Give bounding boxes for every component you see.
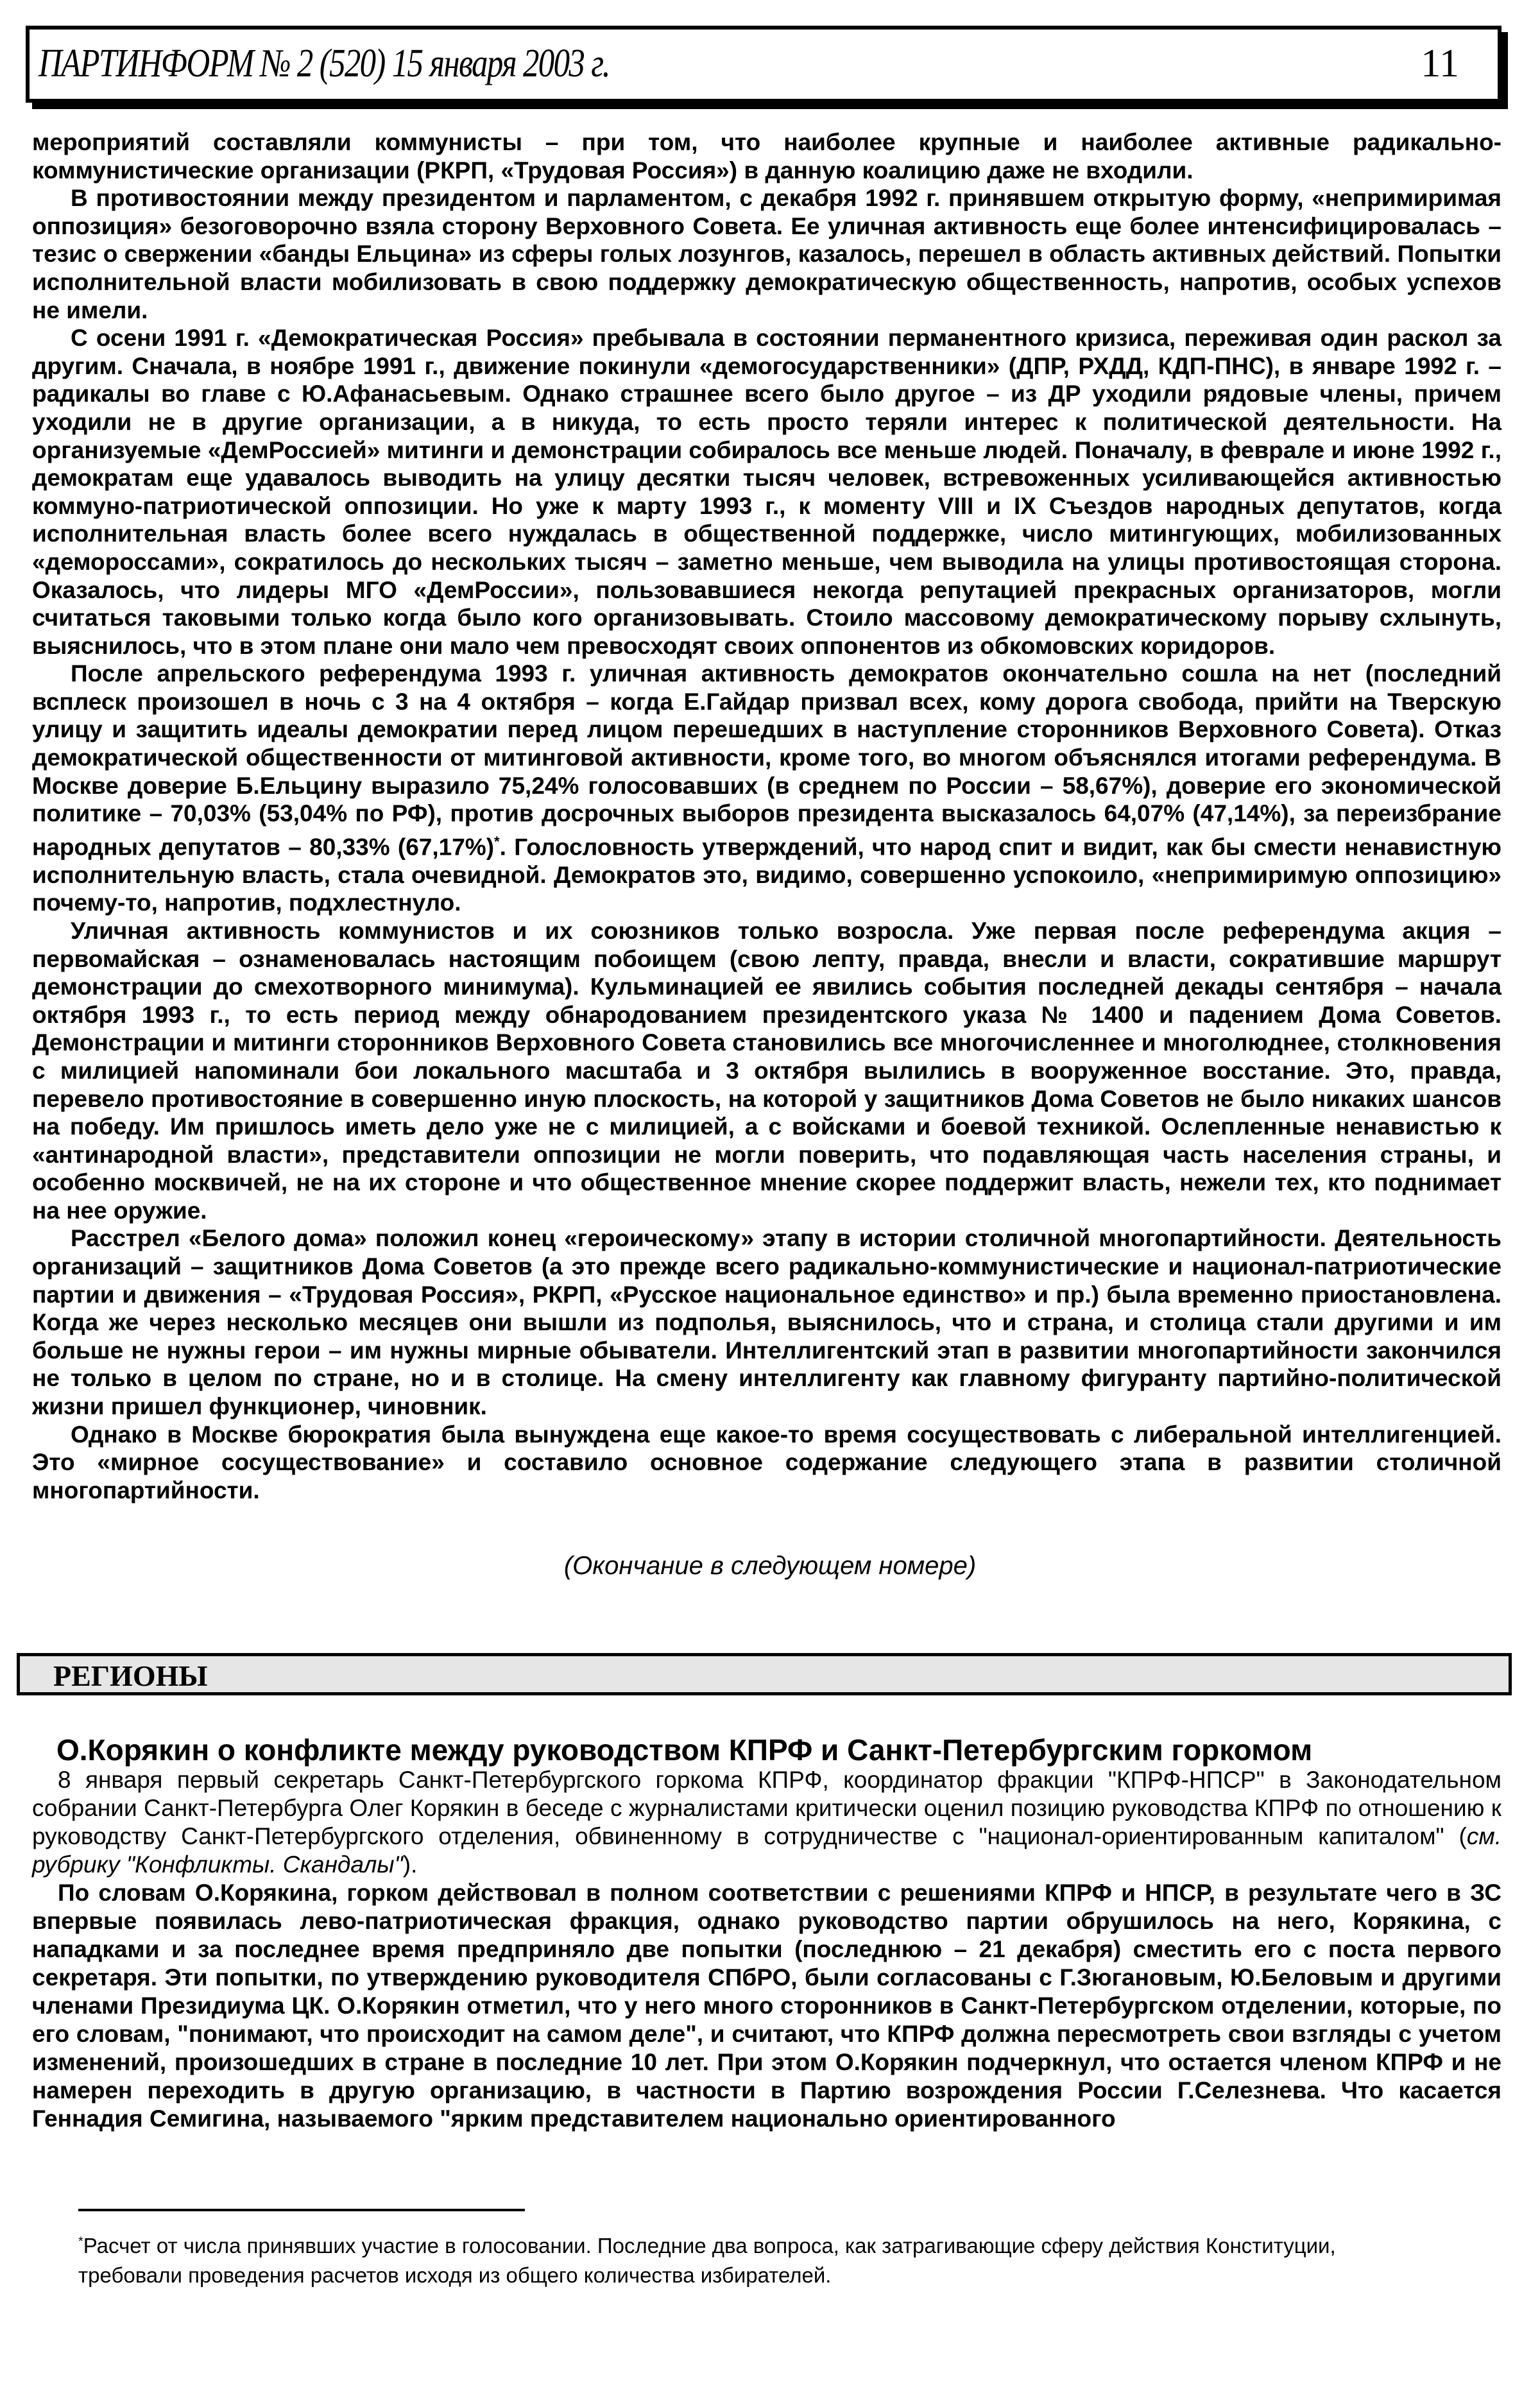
page-header bbox=[26, 26, 1502, 103]
article-lead: 8 января первый секретарь Санкт-Петербургского горкома КПРФ, координатор фракции "КПРФ-НПСР" в Законодательном собрании Санкт-Петербурга Олег Корякин в беседе с журналистами критически оценил позицию руководства КПРФ по отношению к руководству Санкт-Петербургского отделения, обвиненному в сотрудничестве с "национал-ориентированным капиталом" (см. рубрику "Конфликты. Скандалы"). bbox=[32, 1767, 1502, 1878]
footnote-marker: * bbox=[494, 833, 500, 850]
article-title: О.Корякин о конфликте между руководством КПРФ и Санкт-Петербургским горкомом bbox=[56, 1733, 1313, 1767]
section-header bbox=[17, 1653, 1512, 1695]
continued-note: (Окончание в следующем номере) bbox=[563, 1552, 977, 1580]
footnote-marker: * bbox=[78, 2234, 83, 2249]
paragraph: Расстрел «Белого дома» положил конец «героическому» этапу в истории столичной многопартийности. Деятельность организаций – защитников Дома Советов (а это прежде всего радикально-коммунистические и национал-патриотические партии и движения – «Трудовая Россия», РКРП, «Русское национальное единство» и пр.) была временно приостановлена. Когда же через несколько месяцев они вышли из подполья, выяснилось, что и страна, и столица стали другими и им больше не нужны герои – им нужны мирные обыватели. Интеллигентский этап в развитии многопартийности закончился не только в целом по стране, но и в столице. На смену интеллигенту как главному фигуранту партийно-политической жизни пришел функционер, чиновник. bbox=[32, 1225, 1502, 1420]
paragraph: Уличная активность коммунистов и их союзников только возросла. Уже первая после референдума акция – первомайская – ознаменовалась настоящим побоищем (свою лепту, правда, внесли и власти, сократившие маршрут демонстрации до смехотворного минимума). Кульминацией ее явились события последней декады сентября – начала октября 1993 г., то есть период между обнародованием президентского указа № 1400 и падением Дома Советов. Демонстрации и митинги сторонников Верховного Совета становились все многочисленнее и многолюднее, столкновения с милицией напоминали бои локального масштаба и 3 октября вылились в вооруженное восстание. Это, правда, перевело противостояние в совершенно иную плоскость, на которой у защитников Дома Советов не было никаких шансов на победу. Им пришлось иметь дело уже не с милицией, а с войсками и боевой техникой. Ослепленные ненавистью к «антинародной власти», представители оппозиции не могли поверить, что подавляющая часть населения страны, и особенно москвичей, не на их стороне и что общественное мнение скорее поддержит власть, нежели тех, кто поднимает на нее оружие. bbox=[32, 917, 1502, 1224]
paragraph: С осени 1991 г. «Демократическая Россия» пребывала в состоянии перманентного кризиса, переживая один раскол за другим. Сначала, в ноябре 1991 г., движение покинули «демогосударственники» (ДПР, РХДД, КДП-ПНС), в январе 1992 г. – радикалы во главе с Ю.Афанасьевым. Однако страшнее всего было другое – из ДР уходили рядовые члены, причем уходили не в другие организации, а в никуда, то есть просто теряли интерес к политической деятельности. На организуемые «ДемРоссией» митинги и демонстрации собиралось все меньше людей. Поначалу, в феврале и июне 1992 г., демократам еще удавалось выводить на улицу десятки тысяч человек, встревоженных усиливающейся активностью коммуно-патриотической оппозиции. Но уже к марту 1993 г., к моменту VIII и IX Съездов народных депутатов, когда исполнительная власть более всего нуждалась в общественной поддержке, число митингующих, мобилизованных «демороссами», сократилось до нескольких тысяч – заметно меньше, чем выводила на улицы противостоящая сторона. Оказалось, что лидеры МГО «ДемРоссии», пользовавшиеся некогда репутацией прекрасных организаторов, могли считаться таковыми только когда было кого организовывать. Стоило массовому демократическому порыву схлынуть, выяснилось, что в этом плане они мало чем превосходят своих оппонентов из обкомовских коридоров. bbox=[32, 325, 1502, 659]
previous-article-body bbox=[32, 128, 1502, 1504]
footnote-text: Расчет от числа принявших участие в голосовании. Последние два вопроса, как затрагивающие сферу действия Конституции, требовали проведения расчетов исходя из общего количества избирателей. bbox=[78, 2234, 1336, 2287]
paragraph: После апрельского референдума 1993 г. уличная активность демократов окончательно сошла на нет (последний всплеск произошел в ночь с 3 на 4 октября – когда Е.Гайдар призвал всех, кому дорога свобода, прийти на Тверскую улицу и защитить идеалы демократии перед лицом перешедших в наступление сторонников Верховного Совета). Отказ демократической общественности от митинговой активности, кроме того, во многом объяснялся итогами референдума. В Москве доверие Б.Ельцину выразило 75,24% голосовавших (в среднем по России – 58,67%), доверие его экономической политике – 70,03% (53,04% по РФ), против досрочных выборов президента высказалось 64,07% (47,14%), за переизбрание народных депутатов – 80,33% (67,17%)*. Голословность утверждений, что народ спит и видит, как бы смести ненавистную исполнительную власть, стала очевидной. Демократов это, видимо, совершенно успокоило, «непримиримую оппозицию» почему-то, напротив, подхлестнуло. bbox=[32, 660, 1502, 916]
paragraph: Однако в Москве бюрократия была вынуждена еще какое-то время сосуществовать с либеральной интеллигенцией. Это «мирное сосуществование» и составило основное содержание следующего этапа в развитии столичной многопартийности. bbox=[32, 1421, 1502, 1504]
article-paragraph: По словам О.Корякина, горком действовал в полном соответствии с решениями КПРФ и НПСР, в результате чего в ЗС впервые появилась лево-патриотическая фракция, однако руководство партии обрушилось на него, Корякина, с нападками и за последнее время предприняло две попытки (последнюю – 21 декабря) сместить его с поста первого секретаря. Эти попытки, по утверждению руководителя СПбРО, были согласованы с Г.Зюгановым, Ю.Беловым и другими членами Президиума ЦК. О.Корякин отметил, что у него много сторонников в Санкт-Петербургском отделении, которые, по его словам, "понимают, что происходит на самом деле", и считают, что КПРФ должна пересмотреть свои взгляды с учетом изменений, произошедших в стране в последние 10 лет. При этом О.Корякин подчеркнул, что остается членом КПРФ и не намерен переходить в другую организацию, в частности в Партию возрождения России Г.Селезнева. Что касается Геннадия Семигина, называемого "ярким представителем национально ориентированного bbox=[32, 1880, 1502, 2132]
article-body bbox=[32, 1766, 1502, 2133]
paragraph: мероприятий составляли коммунисты – при том, что наиболее крупные и наиболее активные радикально-коммунистические организации (РКРП, «Трудовая Россия») в данную коалицию даже не входили. bbox=[32, 129, 1502, 184]
paragraph: В противостоянии между президентом и парламентом, с декабря 1992 г. принявшем открытую форму, «непримиримая оппозиция» безоговорочно взяла сторону Верховного Совета. Ее уличная активность еще более интенсифицировалась – тезис о свержении «банды Ельцина» из сферы голых лозунгов, казалось, перешел в область активных действий. Попытки исполнительной власти мобилизовать в свою поддержку демократическую общественность, напротив, особых успехов не имели. bbox=[32, 185, 1502, 323]
cross-reference: см. рубрику "Конфликты. Скандалы" bbox=[32, 1823, 1502, 1878]
page-number: 11 bbox=[1421, 42, 1459, 85]
footnote bbox=[78, 2227, 1426, 2290]
footnote-divider bbox=[78, 2209, 525, 2211]
section-label: РЕГИОНЫ bbox=[53, 1659, 208, 1692]
publication-title: ПАРТИНФОРМ № 2 (520) 15 января 2003 г. bbox=[38, 42, 610, 85]
